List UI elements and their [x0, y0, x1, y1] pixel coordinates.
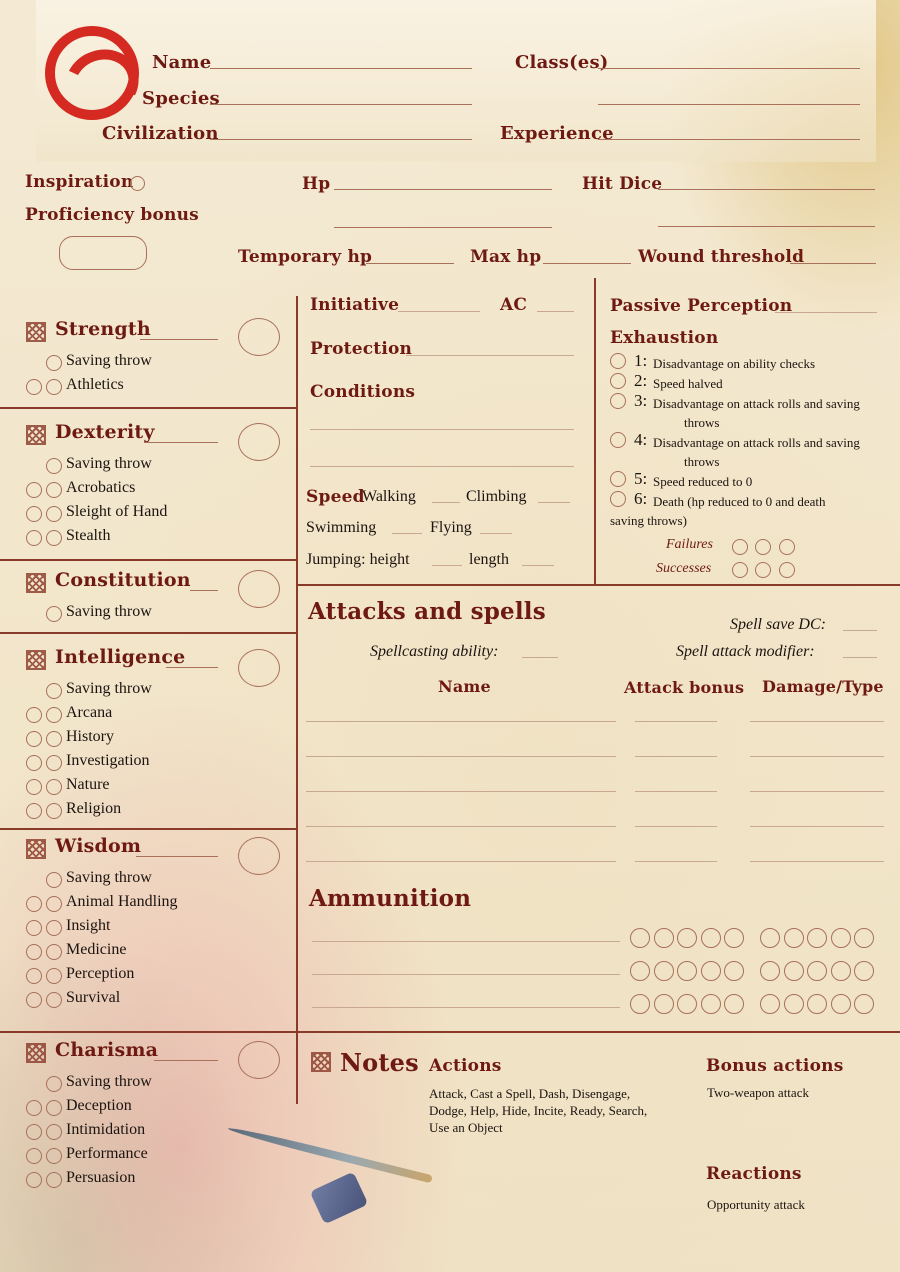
quill-illustration-icon [227, 1125, 433, 1184]
initiative-label: Initiative [310, 295, 400, 315]
performance-expertise-circle[interactable] [26, 1148, 42, 1164]
exhaustion-level-6-checkbox[interactable] [610, 491, 626, 507]
skill-nature-label: Nature [66, 776, 110, 793]
exhaustion-level-1-text: Disadvantage on ability checks [653, 356, 816, 371]
ammunition-row-2-circle[interactable] [677, 961, 697, 981]
attack-row-1-bonus-field[interactable] [635, 721, 717, 722]
ability-intelligence-label: Intelligence [55, 646, 186, 668]
persuasion-proficiency-circle[interactable] [46, 1172, 62, 1188]
actions-text: Attack, Cast a Spell, Dash, Disengage, Dodge, Help, Hide, Incite, Ready, Search, Use an Object [429, 1086, 648, 1135]
skill-insight-label: Insight [66, 917, 111, 934]
attack-row-1-name-field[interactable] [306, 721, 616, 722]
ammunition-row-3-name-field[interactable] [312, 1007, 620, 1008]
skill-stealth-label: Stealth [66, 527, 111, 544]
constitution-saving-throw-proficiency[interactable] [46, 606, 62, 622]
attack-row-5-bonus-field[interactable] [635, 861, 717, 862]
skill-history-label: History [66, 728, 114, 745]
species-label: Species [142, 88, 220, 109]
ammunition-row-1-circle[interactable] [760, 928, 780, 948]
intimidation-proficiency-circle[interactable] [46, 1124, 62, 1140]
ammunition-row-1-name-field[interactable] [312, 941, 620, 942]
investigation-expertise-circle[interactable] [26, 755, 42, 771]
column-header-attack-bonus: Attack bonus [624, 678, 745, 697]
acrobatics-expertise-circle[interactable] [26, 482, 42, 498]
ammunition-row-3-circle[interactable] [831, 994, 851, 1014]
ability-wisdom-score-field[interactable] [136, 856, 218, 857]
skill-athletics-label: Athletics [66, 376, 124, 393]
exhaustion-level-4-number: 4: [634, 430, 648, 449]
attack-row-2-name-field[interactable] [306, 756, 616, 757]
swimming-field[interactable] [392, 533, 422, 534]
death-save-failure-1[interactable] [732, 539, 748, 555]
attack-row-5-name-field[interactable] [306, 861, 616, 862]
celtic-knot-icon [26, 650, 46, 670]
religion-proficiency-circle[interactable] [46, 803, 62, 819]
attack-row-4-name-field[interactable] [306, 826, 616, 827]
survival-expertise-circle[interactable] [26, 992, 42, 1008]
ammunition-row-2-circle[interactable] [807, 961, 827, 981]
ability-dexterity-label: Dexterity [55, 421, 155, 443]
ammunition-row-2-circle[interactable] [784, 961, 804, 981]
flying-field[interactable] [480, 533, 512, 534]
survival-proficiency-circle[interactable] [46, 992, 62, 1008]
ability-dexterity-modifier-circle[interactable] [238, 423, 280, 461]
exhaustion-level-1-checkbox[interactable] [610, 353, 626, 369]
ammunition-row-3-circle[interactable] [784, 994, 804, 1014]
exhaustion-level-2-checkbox[interactable] [610, 373, 626, 389]
skill-arcana-label: Arcana [66, 704, 113, 721]
wound-threshold-field[interactable] [790, 263, 876, 264]
proficiency-bonus-field[interactable] [59, 236, 147, 270]
skill-saving-throw-label: Saving throw [66, 869, 152, 886]
skill-religion-label: Religion [66, 800, 122, 817]
exhaustion-level-4-text: Disadvantage on attack rolls and saving [653, 435, 860, 450]
ability-wisdom-modifier-circle[interactable] [238, 837, 280, 875]
column-header-name: Name [438, 677, 491, 696]
exhaustion-level-2-text: Speed halved [653, 376, 723, 391]
history-proficiency-circle[interactable] [46, 731, 62, 747]
ability-strength-modifier-circle[interactable] [238, 318, 280, 356]
hit-dice-field[interactable] [658, 189, 875, 190]
attack-row-3-damage-field[interactable] [750, 791, 884, 792]
death-save-failure-3[interactable] [779, 539, 795, 555]
exhaustion-level-1-number: 1: [634, 351, 648, 370]
reactions-text: Opportunity attack [707, 1197, 805, 1212]
nature-proficiency-circle[interactable] [46, 779, 62, 795]
stealth-expertise-circle[interactable] [26, 530, 42, 546]
experience-field[interactable] [598, 139, 860, 140]
right-column-divider [594, 278, 596, 584]
skill-deception-label: Deception [66, 1097, 132, 1114]
celtic-knot-icon [311, 1052, 331, 1072]
skill-acrobatics-label: Acrobatics [66, 479, 136, 496]
spell-save-dc-field[interactable] [843, 630, 877, 631]
ammunition-row-2-circle[interactable] [654, 961, 674, 981]
exhaustion-level-5-text: Speed reduced to 0 [653, 474, 753, 489]
ammunition-row-3-circle[interactable] [701, 994, 721, 1014]
ammunition-row-3-circle[interactable] [807, 994, 827, 1014]
animal-handling-expertise-circle[interactable] [26, 896, 42, 912]
athletics-expertise-circle[interactable] [26, 379, 42, 395]
ability-intelligence-modifier-circle[interactable] [238, 649, 280, 687]
ammunition-row-3-circle[interactable] [677, 994, 697, 1014]
celtic-knot-icon [26, 573, 46, 593]
wound-threshold-label: Wound threshold [638, 247, 805, 267]
wisdom-saving-throw-proficiency[interactable] [46, 872, 62, 888]
ammunition-row-1-circle[interactable] [654, 928, 674, 948]
skill-animal-handling-label: Animal Handling [66, 893, 178, 910]
nature-expertise-circle[interactable] [26, 779, 42, 795]
spell-attack-modifier-field[interactable] [843, 657, 877, 658]
exhaustion-level-3-text: Disadvantage on attack rolls and saving [653, 396, 860, 411]
persuasion-expertise-circle[interactable] [26, 1172, 42, 1188]
acrobatics-proficiency-circle[interactable] [46, 482, 62, 498]
jumping-length-label: length [469, 551, 509, 568]
performance-proficiency-circle[interactable] [46, 1148, 62, 1164]
skill-saving-throw-label: Saving throw [66, 352, 152, 369]
skill-saving-throw-label: Saving throw [66, 455, 152, 472]
ability-strength-score-field[interactable] [140, 339, 218, 340]
arcana-expertise-circle[interactable] [26, 707, 42, 723]
arcana-proficiency-circle[interactable] [46, 707, 62, 723]
civilization-field[interactable] [210, 139, 472, 140]
skill-persuasion-label: Persuasion [66, 1169, 136, 1186]
divider-con-int [0, 632, 297, 634]
attack-row-4-bonus-field[interactable] [635, 826, 717, 827]
classes-field[interactable] [598, 68, 860, 69]
spellcasting-ability-field[interactable] [522, 657, 558, 658]
exhaustion-level-3-number: 3: [634, 391, 648, 410]
jumping-height-label: Jumping: height [306, 551, 410, 568]
inspiration-label: Inspiration [25, 172, 134, 192]
actions-label: Actions [429, 1056, 502, 1076]
athletics-proficiency-circle[interactable] [46, 379, 62, 395]
sleight-of-hand-proficiency-circle[interactable] [46, 506, 62, 522]
charisma-saving-throw-proficiency[interactable] [46, 1076, 62, 1092]
divider-attacks-top [296, 584, 900, 586]
walking-field[interactable] [432, 502, 460, 503]
celtic-knot-icon [26, 322, 46, 342]
divider-dex-con [0, 559, 297, 561]
ammunition-row-3-circle[interactable] [760, 994, 780, 1014]
jumping-height-field[interactable] [432, 565, 462, 566]
ammunition-row-1-circle[interactable] [677, 928, 697, 948]
skill-medicine-label: Medicine [66, 941, 127, 958]
celtic-knot-icon [26, 839, 46, 859]
perception-proficiency-circle[interactable] [46, 968, 62, 984]
skill-sleight-of-hand-label: Sleight of Hand [66, 503, 168, 520]
intelligence-saving-throw-proficiency[interactable] [46, 683, 62, 699]
divider-int-wis [0, 828, 297, 830]
ammunition-row-1-circle[interactable] [854, 928, 874, 948]
celtic-knot-icon [26, 425, 46, 445]
celtic-knot-icon [26, 1043, 46, 1063]
ammunition-row-3-circle[interactable] [854, 994, 874, 1014]
temporary-hp-label: Temporary hp [238, 247, 373, 267]
civilization-label: Civilization [102, 123, 219, 144]
hp-label: Hp [302, 174, 331, 194]
hit-dice-field-2[interactable] [658, 226, 875, 227]
conditions-field[interactable] [310, 429, 574, 430]
skill-saving-throw-label: Saving throw [66, 1073, 152, 1090]
skill-perception-label: Perception [66, 965, 135, 982]
sleight-of-hand-expertise-circle[interactable] [26, 506, 42, 522]
flying-label: Flying [430, 519, 472, 536]
exhaustion-level-3-text-cont: throws [684, 415, 720, 430]
hp-field[interactable] [334, 189, 552, 190]
dexterity-saving-throw-proficiency[interactable] [46, 458, 62, 474]
skill-survival-label: Survival [66, 989, 121, 1006]
passive-perception-label: Passive Perception [610, 296, 793, 316]
divider-wis-cha [0, 1031, 900, 1033]
skill-performance-label: Performance [66, 1145, 148, 1162]
death-save-failure-2[interactable] [755, 539, 771, 555]
jumping-length-field[interactable] [522, 565, 554, 566]
skill-saving-throw-label: Saving throw [66, 603, 152, 620]
notes-title: Notes [340, 1048, 419, 1077]
spell-save-dc-label: Spell save DC: [730, 616, 826, 633]
spellcasting-ability-label: Spellcasting ability: [370, 643, 499, 660]
inspiration-checkbox[interactable] [130, 176, 145, 191]
temporary-hp-field[interactable] [366, 263, 454, 264]
attacks-title: Attacks and spells [308, 598, 546, 625]
stealth-proficiency-circle[interactable] [46, 530, 62, 546]
classes-label: Class(es) [515, 52, 609, 73]
failures-label: Failures [666, 537, 713, 552]
history-expertise-circle[interactable] [26, 731, 42, 747]
ammunition-row-1-circle[interactable] [807, 928, 827, 948]
ammunition-row-2-name-field[interactable] [312, 974, 620, 975]
ac-field[interactable] [537, 311, 574, 312]
name-field[interactable] [210, 68, 472, 69]
ammunition-row-1-circle[interactable] [724, 928, 744, 948]
reactions-label: Reactions [706, 1164, 802, 1184]
animal-handling-proficiency-circle[interactable] [46, 896, 62, 912]
proficiency-label: Proficiency bonus [25, 205, 199, 225]
climbing-field[interactable] [538, 502, 570, 503]
exhaustion-label: Exhaustion [610, 328, 719, 348]
ammunition-row-2-circle[interactable] [854, 961, 874, 981]
insight-proficiency-circle[interactable] [46, 920, 62, 936]
ability-constitution-score-field[interactable] [190, 590, 218, 591]
attack-row-2-damage-field[interactable] [750, 756, 884, 757]
ability-intelligence-score-field[interactable] [166, 667, 218, 668]
exhaustion-level-5-number: 5: [634, 469, 648, 488]
swimming-label: Swimming [306, 519, 377, 536]
ability-dexterity-score-field[interactable] [144, 442, 218, 443]
intimidation-expertise-circle[interactable] [26, 1124, 42, 1140]
death-save-success-2[interactable] [755, 562, 771, 578]
walking-label: Walking [362, 488, 416, 505]
ammunition-row-1-circle[interactable] [630, 928, 650, 948]
inkwell-illustration-icon [310, 1172, 369, 1225]
strength-saving-throw-proficiency[interactable] [46, 355, 62, 371]
ammunition-row-2-circle[interactable] [630, 961, 650, 981]
dragon-logo-icon [45, 26, 139, 120]
ammunition-row-2-circle[interactable] [701, 961, 721, 981]
name-label: Name [152, 52, 212, 73]
exhaustion-level-2-number: 2: [634, 371, 648, 390]
climbing-label: Climbing [466, 488, 527, 505]
religion-expertise-circle[interactable] [26, 803, 42, 819]
ammunition-row-3-circle[interactable] [724, 994, 744, 1014]
exhaustion-level-6-text: Death (hp reduced to 0 and death [653, 494, 826, 509]
exhaustion-level-5-checkbox[interactable] [610, 471, 626, 487]
conditions-label: Conditions [310, 382, 416, 402]
divider-str-dex [0, 407, 297, 409]
conditions-field-2[interactable] [310, 466, 574, 467]
exhaustion-level-6-text-cont: saving throws) [610, 513, 687, 528]
exhaustion-level-6-number: 6: [634, 489, 648, 508]
insight-expertise-circle[interactable] [26, 920, 42, 936]
hp-field-2[interactable] [334, 227, 552, 228]
ammunition-row-1-circle[interactable] [784, 928, 804, 948]
ammunition-title: Ammunition [309, 885, 472, 912]
protection-field[interactable] [406, 355, 574, 356]
passive-perception-field[interactable] [775, 312, 877, 313]
attack-row-4-damage-field[interactable] [750, 826, 884, 827]
deception-proficiency-circle[interactable] [46, 1100, 62, 1116]
spell-attack-modifier-label: Spell attack modifier: [676, 643, 815, 660]
skill-investigation-label: Investigation [66, 752, 150, 769]
left-column-divider [296, 296, 298, 1104]
ammunition-row-1-circle[interactable] [831, 928, 851, 948]
ability-strength-label: Strength [55, 318, 151, 340]
medicine-expertise-circle[interactable] [26, 944, 42, 960]
attack-row-5-damage-field[interactable] [750, 861, 884, 862]
ability-charisma-modifier-circle[interactable] [238, 1041, 280, 1079]
max-hp-field[interactable] [543, 263, 631, 264]
death-save-success-1[interactable] [732, 562, 748, 578]
ability-constitution-modifier-circle[interactable] [238, 570, 280, 608]
bonus-actions-label: Bonus actions [706, 1056, 844, 1076]
max-hp-label: Max hp [470, 247, 542, 267]
perception-expertise-circle[interactable] [26, 968, 42, 984]
ac-label: AC [500, 295, 528, 315]
attack-row-1-damage-field[interactable] [750, 721, 884, 722]
ammunition-row-3-circle[interactable] [654, 994, 674, 1014]
attack-row-3-bonus-field[interactable] [635, 791, 717, 792]
investigation-proficiency-circle[interactable] [46, 755, 62, 771]
ability-constitution-label: Constitution [55, 569, 191, 591]
skill-intimidation-label: Intimidation [66, 1121, 146, 1138]
ammunition-row-2-circle[interactable] [831, 961, 851, 981]
skill-saving-throw-label: Saving throw [66, 680, 152, 697]
ability-charisma-label: Charisma [55, 1039, 159, 1061]
ammunition-row-2-circle[interactable] [724, 961, 744, 981]
exhaustion-level-4-text-cont: throws [684, 454, 720, 469]
initiative-field[interactable] [398, 311, 480, 312]
experience-label: Experience [500, 123, 614, 144]
ammunition-row-3-circle[interactable] [630, 994, 650, 1014]
ammunition-row-2-circle[interactable] [760, 961, 780, 981]
ability-wisdom-label: Wisdom [55, 835, 142, 857]
exhaustion-level-3-checkbox[interactable] [610, 393, 626, 409]
successes-label: Successes [656, 561, 712, 576]
exhaustion-level-4-checkbox[interactable] [610, 432, 626, 448]
deception-expertise-circle[interactable] [26, 1100, 42, 1116]
attack-row-2-bonus-field[interactable] [635, 756, 717, 757]
ammunition-row-1-circle[interactable] [701, 928, 721, 948]
death-save-success-3[interactable] [779, 562, 795, 578]
bonus-actions-text: Two-weapon attack [707, 1085, 809, 1100]
species-field[interactable] [210, 104, 472, 105]
attack-row-3-name-field[interactable] [306, 791, 616, 792]
column-header-damage-type: Damage/Type [762, 677, 884, 696]
speed-label: Speed [306, 487, 365, 507]
protection-label: Protection [310, 339, 413, 359]
medicine-proficiency-circle[interactable] [46, 944, 62, 960]
hit-dice-label: Hit Dice [582, 174, 663, 194]
classes-field-2[interactable] [598, 104, 860, 105]
ability-charisma-score-field[interactable] [154, 1060, 218, 1061]
